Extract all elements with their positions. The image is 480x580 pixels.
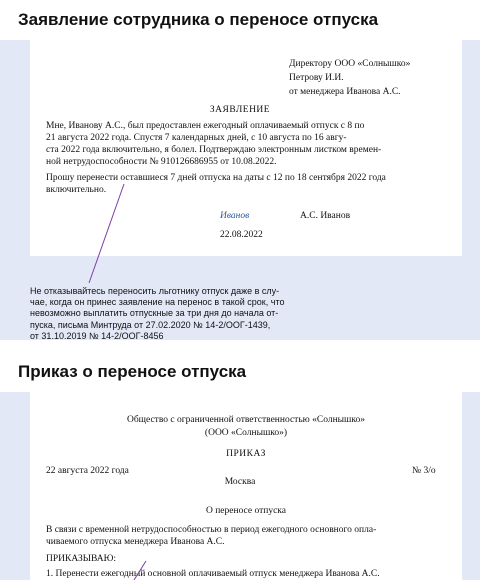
application-doc-title: ЗАЯВЛЕНИЕ xyxy=(209,105,271,115)
organization-full-name: Общество с ограниченной ответственностью «Солнышко» xyxy=(126,415,366,425)
order-paragraph: В связи с временной нетрудоспособностью в период ежегодного основного опла- чиваемого отпуска менеджера Иванова А.С. xyxy=(46,525,377,547)
organization-short-name: (ООО «Солнышко») xyxy=(204,428,288,438)
note-line: пуска, письма Минтруда от 27.02.2020 № 14-2/ООГ-1439, xyxy=(30,319,271,330)
addressee-line: Петрову И.И. xyxy=(289,73,344,83)
signer-name: А.С. Иванов xyxy=(300,211,351,221)
order-city: Москва xyxy=(224,477,256,487)
section-title-application: Заявление сотрудника о переносе отпуска xyxy=(18,10,379,29)
section-title-order: Приказ о переносе отпуска xyxy=(18,362,247,381)
note-line: от 31.10.2019 № 14-2/ООГ-8456 xyxy=(30,330,164,341)
order-command-word: ПРИКАЗЫВАЮ: xyxy=(46,554,117,564)
addressee-line: от менеджера Иванова А.С. xyxy=(289,87,401,97)
order-item-1: 1. Перенести ежегодный основной оплачиваемый отпуск менеджера Иванова А.С. xyxy=(46,569,380,579)
handwritten-signature: Иванов xyxy=(220,211,250,221)
note-line: невозможно выплатить отпускные за три дня до начала от- xyxy=(30,308,279,319)
order-doc-title: ПРИКАЗ xyxy=(226,449,266,459)
note-line: чае, когда он принес заявление на перенос в такой срок, что xyxy=(30,297,285,308)
order-subject: О переносе отпуска xyxy=(205,506,286,516)
application-paragraph-1: Мне, Иванову А.С., был предоставлен ежегодный оплачиваемый отпуск с 8 по 21 августа 2022 года. Спустя 7 календарных дней, с 10 августа по 16 авгу- ста 2022 года включительно, я болел. Подтверждаю электронным листком времен- ной нетрудоспособности № 910126686955 от 10.08.2022. xyxy=(46,121,382,167)
addressee-line: Директору ООО «Солнышко» xyxy=(289,59,411,69)
order-number: № 3/о xyxy=(412,466,436,476)
order-date: 22 августа 2022 года xyxy=(46,466,129,476)
application-paragraph-2: Прошу перенести оставшиеся 7 дней отпуска на даты с 12 по 18 сентября 2022 года включительно. xyxy=(46,173,386,195)
note-line: Не отказывайтесь переносить льготнику отпуск даже в слу- xyxy=(30,286,280,296)
application-date: 22.08.2022 xyxy=(220,230,263,240)
